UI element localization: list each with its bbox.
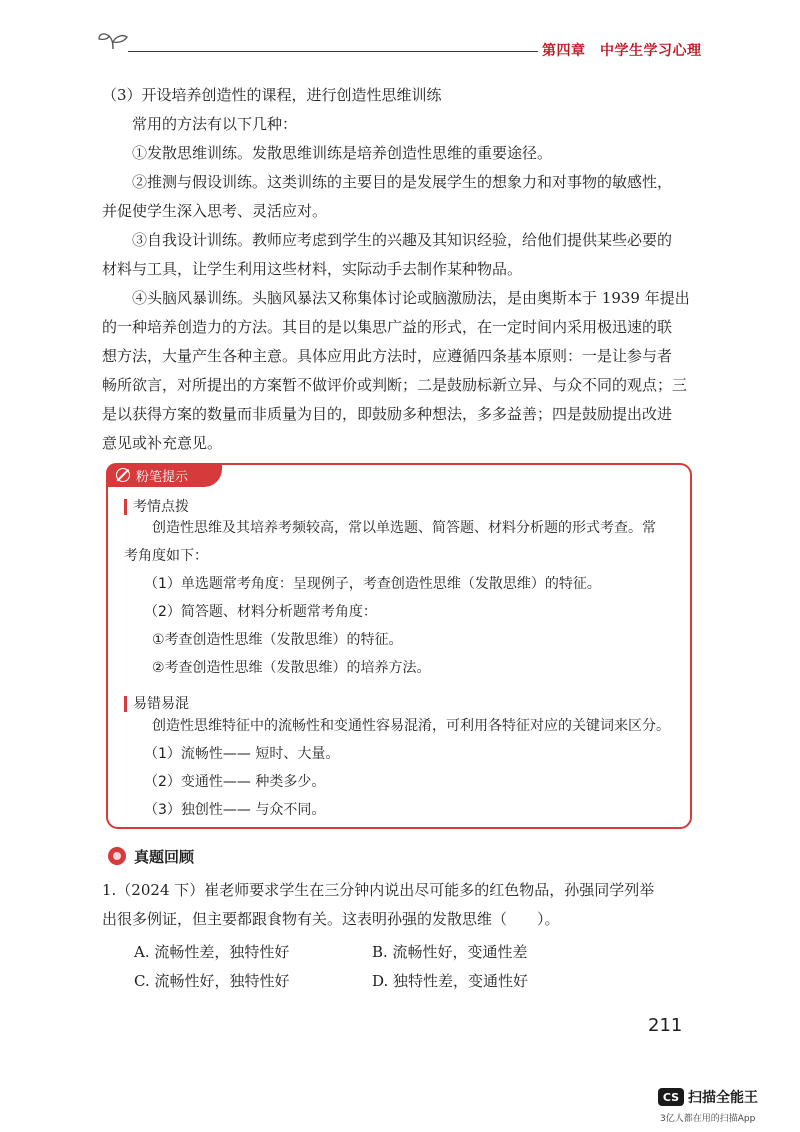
option-a[interactable]: A. 流畅性差，独特性好 [134, 943, 290, 961]
camscanner-logo-icon: CS [658, 1088, 684, 1106]
review-question: 1.（2024 下）崔老师要求学生在三分钟内说出尽可能多的红色物品，孙强同学列举 出很多例证，但主要都跟食物有关。这表明孙强的发散思维（ ）。 [102, 881, 655, 928]
sprout-icon [96, 30, 130, 50]
review-icon [108, 847, 126, 865]
header-rule [128, 51, 538, 52]
method-item-brainstorm: ④头脑风暴训练。头脑风暴法又称集体讨论或脑激励法，是由奥斯本于 1939 年提出 的一种培养创造力的方法。其目的是以集思广益的形式，在一定时间内采用极迅速的联 想方法，大量产生各种主意。具体应用此方法时，应遵循四条基本原则：一是让参与者 畅所欲言，对所提出的方案暂不做评价或判断；二是鼓励标新立异、与众不同的观点；三 是以获得方案的数量而非质量为目的，即鼓励多种想法，多多益善；四是鼓励提出改进 意见或补充意见。 [102, 289, 690, 452]
confusions-title: 易错易混 [124, 696, 189, 712]
watermark-tagline: 3亿人都在用的扫描App [660, 1114, 756, 1124]
exam-points-body: 创造性思维及其培养考频较高，常以单选题、简答题、材料分析题的形式考查。常 考角度如下： （1）单选题常考角度：呈现例子，考查创造性思维（发散思维）的特征。 （2）简答题、材料分析题常考角度： ①考查创造性思维（发散思维）的特征。 ②考查创造性思维（发散思维）的培养方法。 [124, 520, 656, 676]
exam-points-title: 考情点拨 [124, 499, 189, 515]
confusions-body: 创造性思维特征中的流畅性和变通性容易混淆，可利用各特征对应的关键词来区分。 （1）流畅性—— 短时、大量。 （2）变通性—— 种类多少。 （3）独创性—— 与众不同。 [144, 718, 670, 818]
option-b[interactable]: B. 流畅性好，变通性差 [372, 943, 528, 961]
method-item-self-design: ③自我设计训练。教师应考虑到学生的兴趣及其知识经验，给他们提供某些必要的 材料与工具，让学生利用这些材料，实际动手去制作某种物品。 [102, 231, 673, 278]
watermark-name: 扫描全能王 [688, 1090, 758, 1106]
page-number: 211 [648, 1015, 683, 1036]
method-item-divergent: ①发散思维训练。发散思维训练是培养创造性思维的重要途径。 [132, 144, 553, 162]
review-title: 真题回顾 [134, 848, 195, 866]
section-intro: 常用的方法有以下几种： [132, 115, 298, 133]
chapter-title: 第四章 中学生学习心理 [542, 43, 702, 59]
section-heading: （3）开设培养创造性的课程，进行创造性思维训练 [102, 86, 442, 104]
option-d[interactable]: D. 独特性差，变通性好 [372, 972, 529, 990]
option-c[interactable]: C. 流畅性好，独特性好 [134, 972, 290, 990]
method-item-speculation: ②推测与假设训练。这类训练的主要目的是发展学生的想象力和对事物的敏感性， 并促使学生深入思考、灵活应对。 [102, 173, 673, 220]
tip-label: 粉笔提示 [106, 463, 222, 487]
chalk-icon [116, 468, 130, 482]
